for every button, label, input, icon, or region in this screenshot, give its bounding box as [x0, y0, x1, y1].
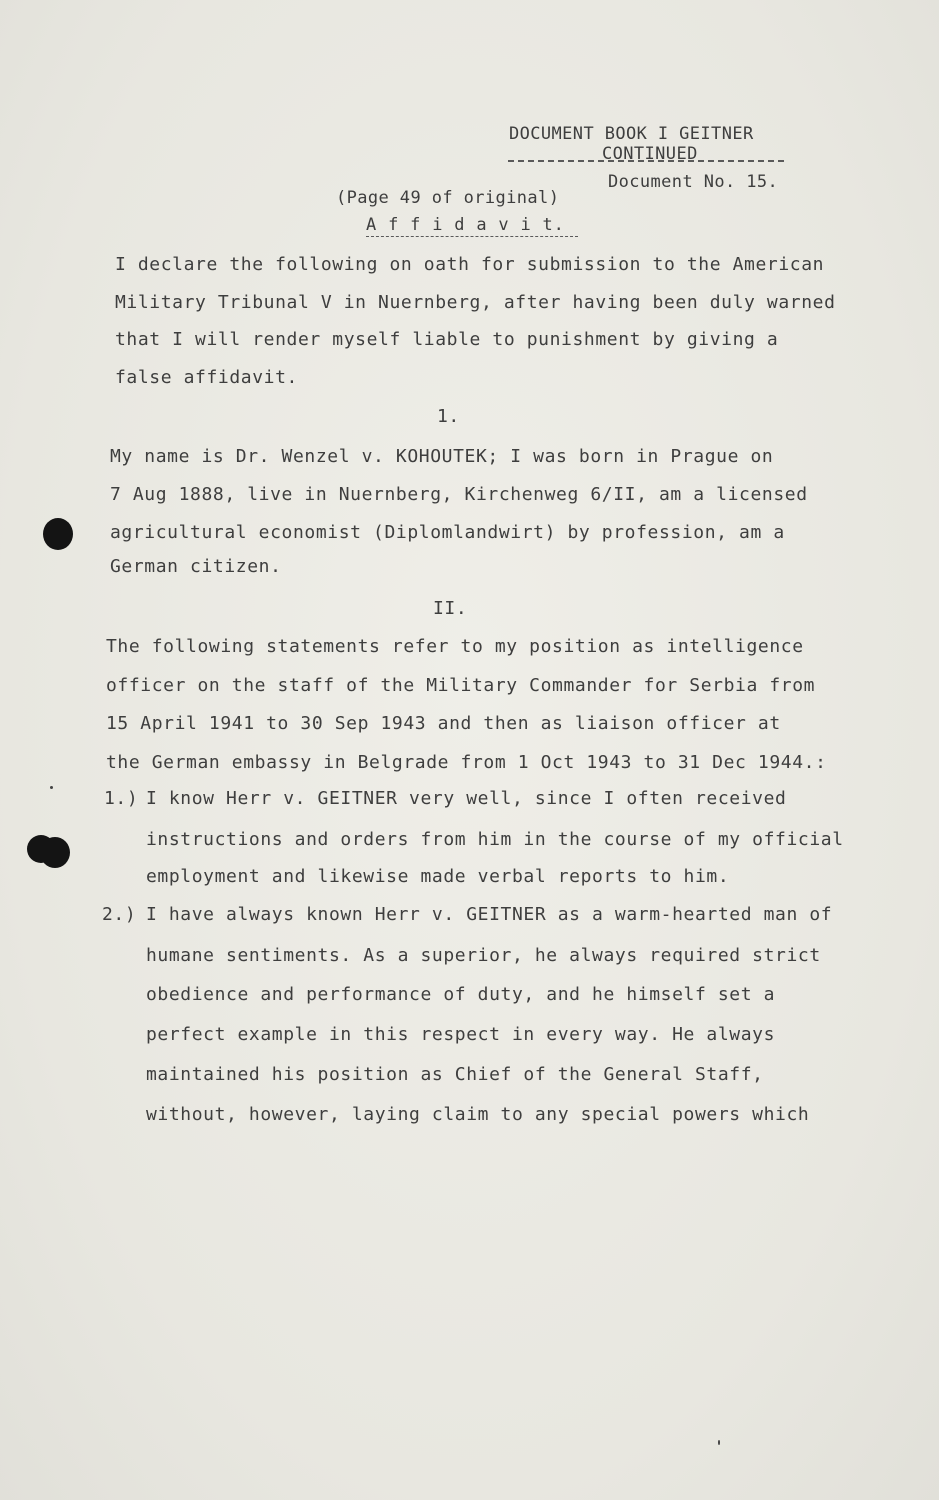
item-line: perfect example in this respect in every way. He always	[146, 1024, 776, 1045]
page-reference: (Page 49 of original)	[336, 188, 560, 208]
section2-line: The following statements refer to my position as intelligence	[106, 636, 804, 657]
item-line: maintained his position as Chief of the General Staff,	[146, 1064, 764, 1085]
item-line: humane sentiments. As a superior, he always required strict	[146, 945, 821, 966]
intro-line: I declare the following on oath for submission to the American	[115, 254, 825, 275]
section1-line: 7 Aug 1888, live in Nuernberg, Kirchenweg 6/II, am a licensed	[110, 484, 808, 505]
item-line: employment and likewise made verbal reports to him.	[146, 866, 730, 887]
punch-hole	[40, 837, 70, 868]
paper-speck	[50, 786, 53, 789]
section1-line: agricultural economist (Diplomlandwirt) by profession, am a	[110, 522, 785, 543]
continued-label: CONTINUED	[602, 144, 698, 164]
item-marker: 1.)	[104, 788, 139, 809]
title-underline	[366, 236, 578, 237]
document-book-heading: DOCUMENT BOOK I GEITNER	[509, 124, 754, 144]
paper-speck	[718, 1440, 720, 1445]
intro-line: false affidavit.	[115, 367, 298, 388]
affidavit-title: A f f i d a v i t.	[366, 215, 565, 235]
section2-line: the German embassy in Belgrade from 1 Oct 1943 to 31 Dec 1944.:	[106, 752, 827, 773]
item-line: instructions and orders from him in the course of my official	[146, 829, 844, 850]
section-number: 1.	[437, 406, 460, 427]
item-line: I know Herr v. GEITNER very well, since I often received	[146, 788, 787, 809]
intro-line: that I will render myself liable to punishment by giving a	[115, 329, 779, 350]
continued-underline	[508, 160, 784, 162]
section1-line: German citizen.	[110, 556, 282, 577]
item-marker: 2.)	[102, 904, 137, 925]
section2-line: 15 April 1941 to 30 Sep 1943 and then as liaison officer at	[106, 713, 781, 734]
punch-hole	[43, 518, 73, 550]
intro-line: Military Tribunal V in Nuernberg, after having been duly warned	[115, 292, 836, 313]
section1-line: My name is Dr. Wenzel v. KOHOUTEK; I was born in Prague on	[110, 446, 774, 467]
document-number: Document No. 15.	[608, 172, 779, 192]
section-number: II.	[433, 598, 468, 619]
item-line: without, however, laying claim to any special powers which	[146, 1104, 810, 1125]
section2-line: officer on the staff of the Military Commander for Serbia from	[106, 675, 816, 696]
item-line: I have always known Herr v. GEITNER as a warm-hearted man of	[146, 904, 833, 925]
item-line: obedience and performance of duty, and he himself set a	[146, 984, 776, 1005]
